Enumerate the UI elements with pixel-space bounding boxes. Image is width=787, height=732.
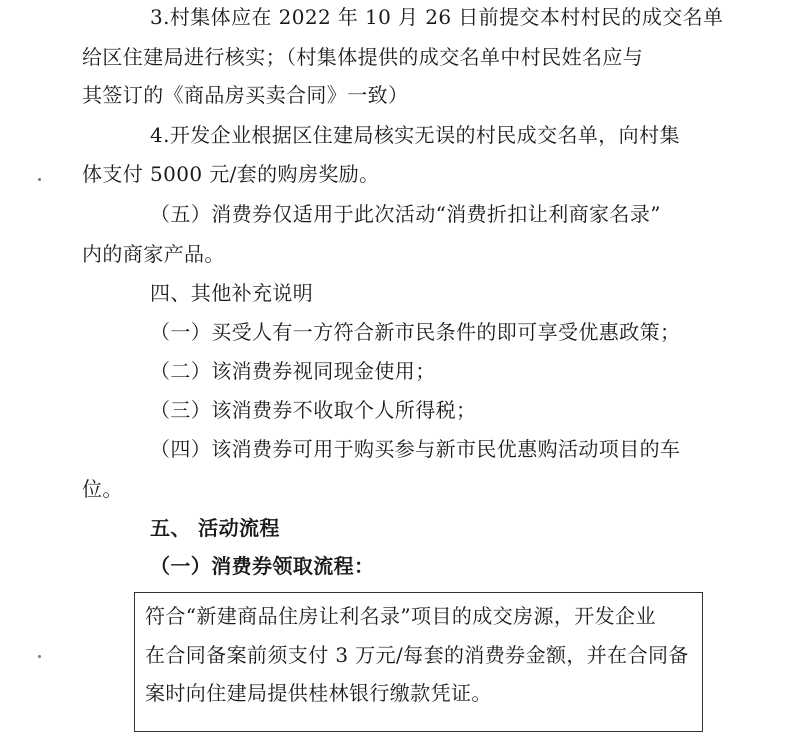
- list-item-1: （一）买受人有一方符合新市民条件的即可享受优惠政策；: [150, 320, 681, 344]
- section-heading-5: 五、 活动流程: [150, 516, 280, 540]
- list-item-3: （三）该消费券不收取个人所得税；: [150, 398, 477, 422]
- paragraph-developer-reward-line2: 体支付 5000 元/套的购房奖励。: [82, 162, 380, 186]
- list-item-4-line2: 位。: [82, 477, 123, 501]
- scan-speck: [38, 655, 41, 658]
- process-box-line3: 案时向住建局提供桂林银行缴款凭证。: [145, 681, 492, 705]
- paragraph-voucher-scope-line1: （五）消费券仅适用于此次活动“消费折扣让利商家名录”: [150, 202, 661, 226]
- list-item-2: （二）该消费券视同现金使用；: [150, 359, 436, 383]
- process-box-line1: 符合“新建商品住房让利名录”项目的成交房源，开发企业: [145, 604, 656, 628]
- process-box: [134, 592, 703, 732]
- paragraph-village-deadline-line3: 其签订的《商品房买卖合同》一致）: [82, 83, 409, 107]
- paragraph-village-deadline-line1: 3.村集体应在 2022 年 10 月 26 日前提交本村村民的成交名单: [150, 5, 724, 29]
- list-item-4-line1: （四）该消费券可用于购买参与新市民优惠购活动项目的车: [150, 437, 681, 461]
- scan-speck: [38, 178, 41, 181]
- paragraph-village-deadline-line2: 给区住建局进行核实；（村集体提供的成交名单中村民姓名应与: [82, 45, 644, 69]
- subsection-heading-voucher-process: （一）消费券领取流程：: [150, 554, 375, 578]
- paragraph-developer-reward-line1: 4.开发企业根据区住建局核实无误的村民成交名单，向村集: [150, 123, 680, 147]
- section-heading-4: 四、其他补充说明: [150, 281, 314, 305]
- process-box-line2: 在合同备案前须支付 3 万元/每套的消费券金额，并在合同备: [145, 643, 689, 667]
- paragraph-voucher-scope-line2: 内的商家产品。: [82, 242, 225, 266]
